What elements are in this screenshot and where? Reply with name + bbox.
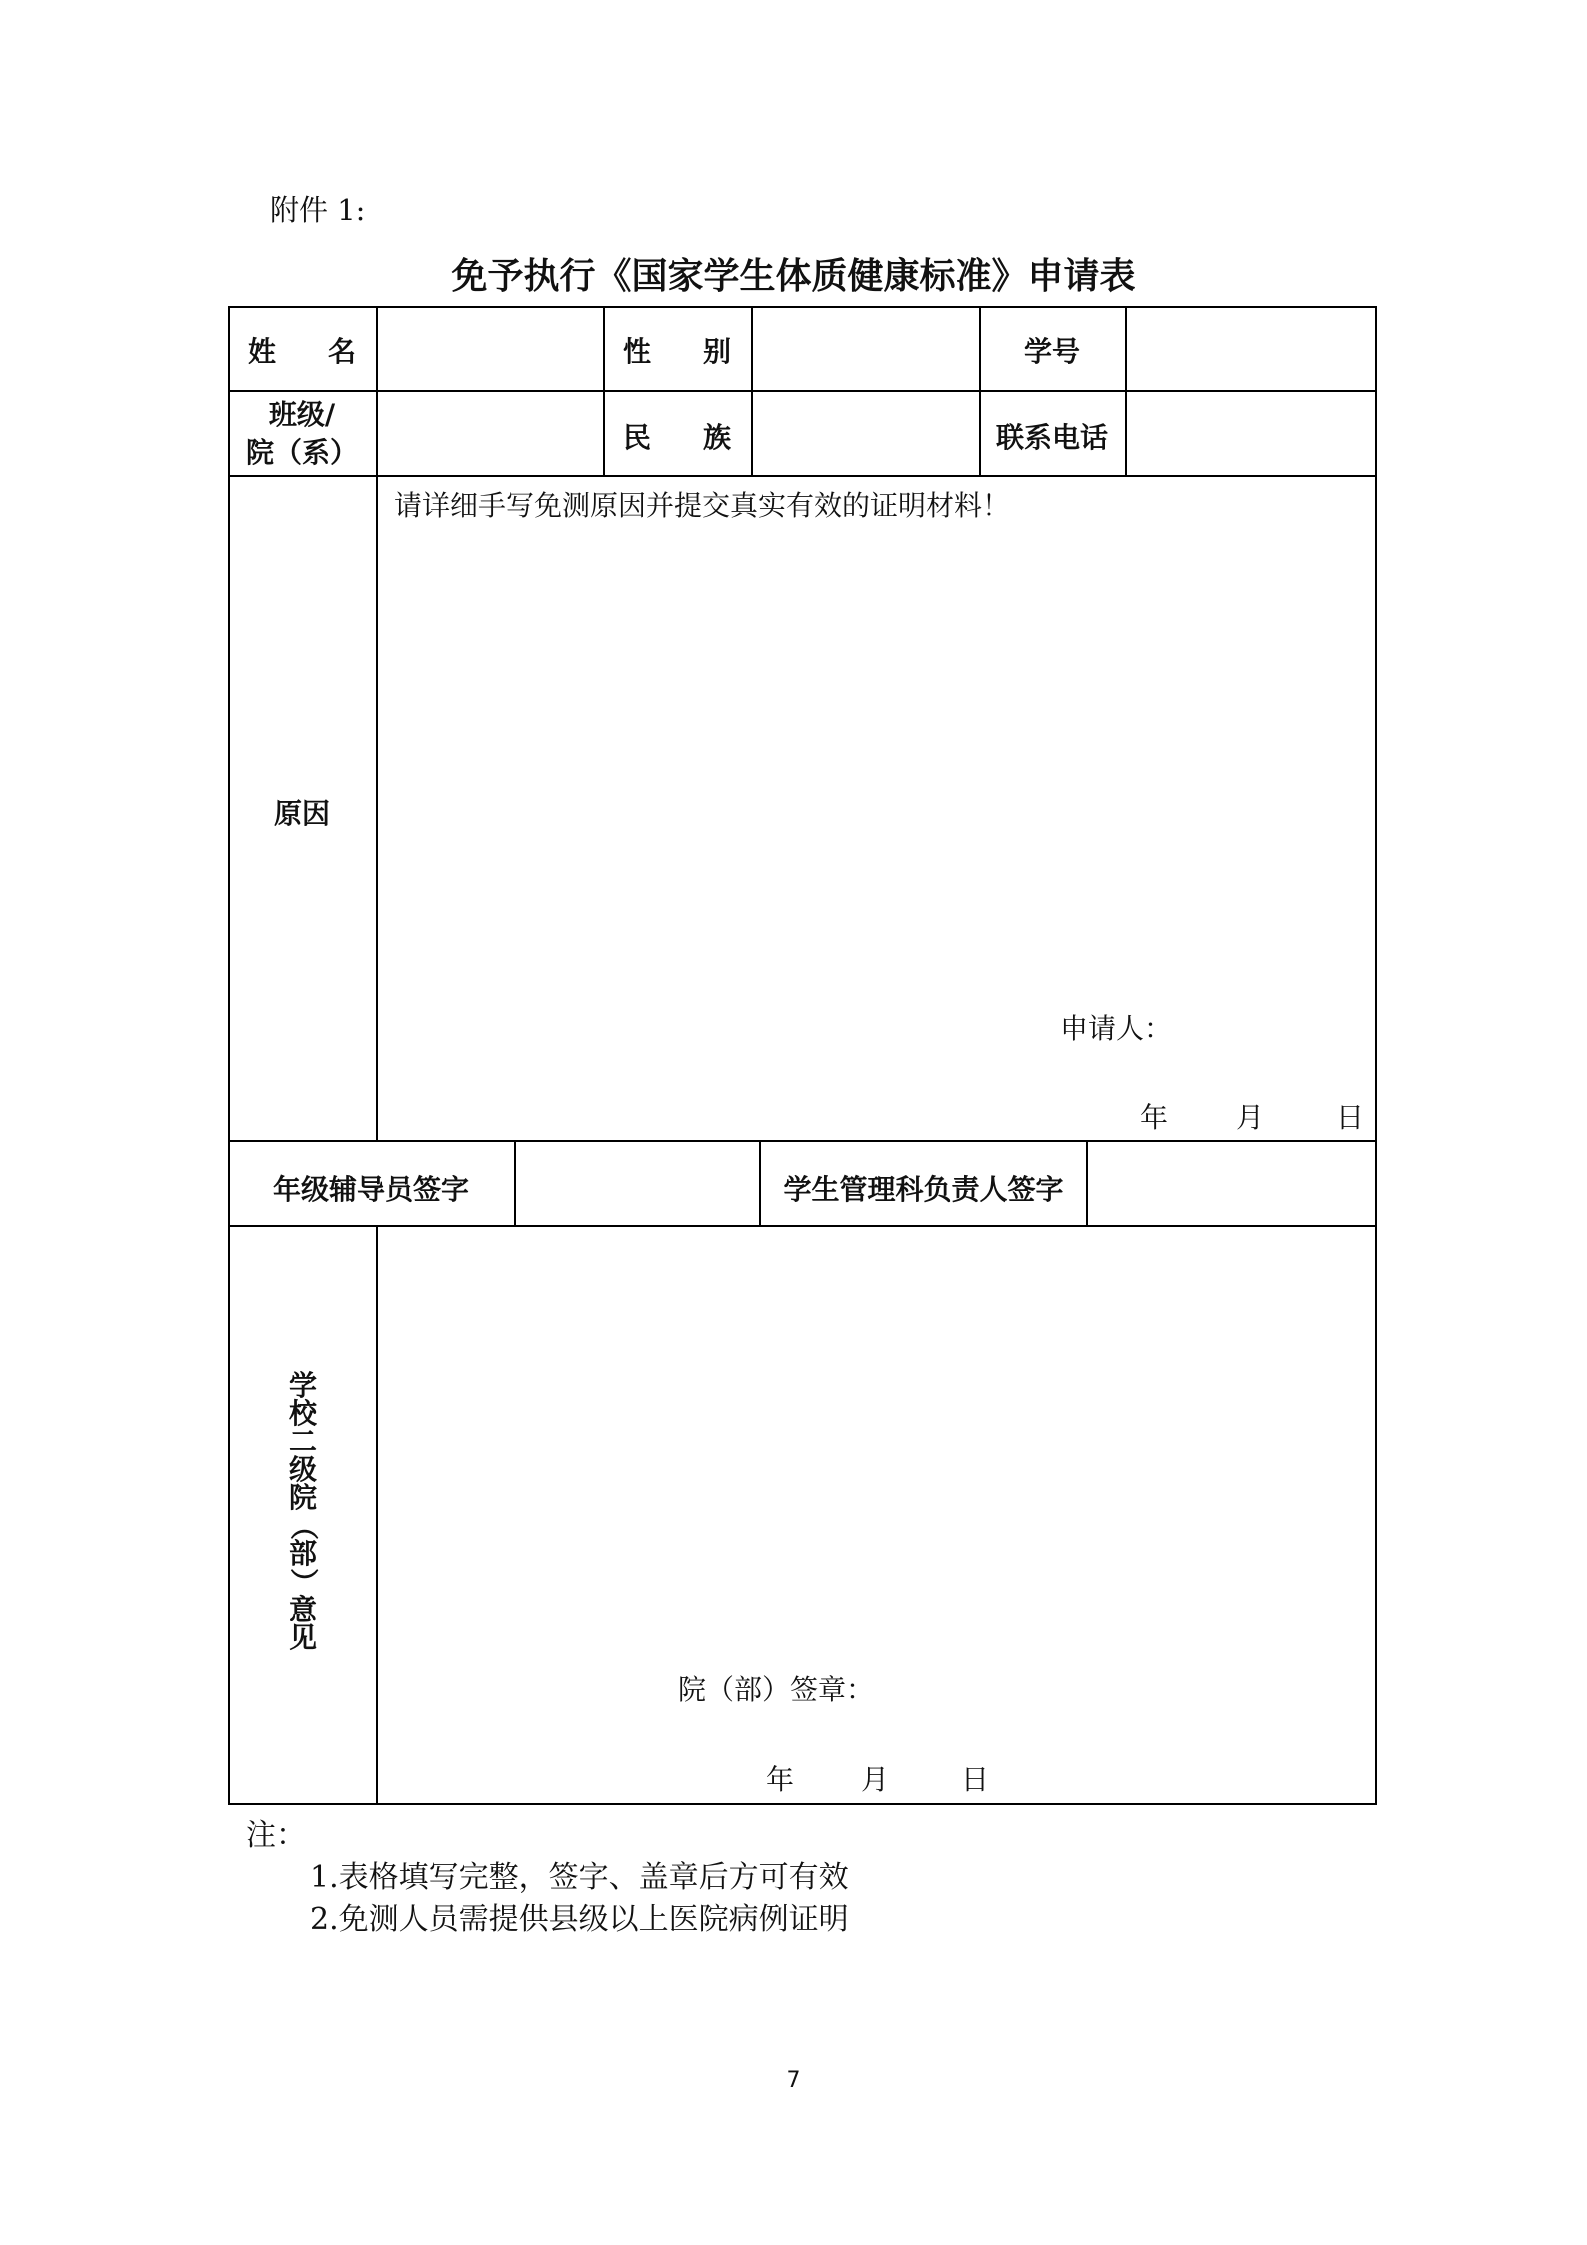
applicant-date-day: 日	[1336, 1101, 1365, 1134]
attachment-label: 附件 1:	[270, 193, 366, 227]
college-opinion-char: 校	[288, 1397, 317, 1430]
form-title: 免予执行《国家学生体质健康标准》申请表	[451, 255, 1136, 297]
college-opinion-char: 级	[288, 1453, 317, 1486]
ethnicity-label: 民 族	[623, 421, 731, 454]
name-label: 姓 名	[248, 335, 356, 368]
college-opinion-char: 部	[288, 1537, 317, 1570]
college-opinion-char: 院	[288, 1481, 317, 1514]
manager-signature-input[interactable]	[1088, 1142, 1375, 1225]
manager-signature-label: 学生管理科负责人签字	[783, 1173, 1064, 1206]
college-date-day: 日	[961, 1763, 990, 1796]
college-opinion-label	[272, 1369, 334, 1654]
phone-label: 联系电话	[995, 421, 1108, 454]
student-id-input[interactable]	[1127, 308, 1375, 390]
counselor-signature-input[interactable]	[516, 1142, 759, 1225]
class-label-line1: 班级/	[268, 398, 336, 431]
college-opinion-char: 学	[288, 1369, 317, 1402]
table-border-bottom	[228, 1803, 1377, 1805]
class-label	[228, 396, 376, 472]
table-border-right	[1375, 306, 1377, 1805]
college-seal-label: 院（部）签章：	[678, 1673, 875, 1706]
reason-text-area[interactable]	[378, 530, 1375, 1000]
table-col-line	[603, 306, 605, 477]
class-label-line2: 院（系）	[245, 436, 358, 469]
reason-instruction: 请详细手写免测原因并提交真实有效的证明材料！	[394, 489, 1011, 522]
page-number: 7	[786, 2068, 801, 2093]
college-opinion-text-area[interactable]	[378, 1227, 1375, 1667]
notes-heading: 注：	[246, 1818, 306, 1853]
applicant-label: 申请人：	[1060, 1012, 1173, 1045]
college-opinion-char: 见	[288, 1621, 317, 1654]
college-opinion-char: 意	[288, 1593, 317, 1626]
gender-input[interactable]	[753, 308, 979, 390]
name-input[interactable]	[378, 308, 603, 390]
gender-label: 性 别	[623, 335, 731, 368]
college-date-year: 年	[766, 1763, 795, 1796]
note-item: 1.表格填写完整，签字、盖章后方可有效	[310, 1860, 849, 1895]
college-date-month: 月	[861, 1763, 890, 1796]
college-opinion-char: ）	[286, 1567, 320, 1597]
applicant-date-year: 年	[1140, 1101, 1169, 1134]
reason-label: 原因	[273, 797, 330, 830]
applicant-date-month: 月	[1236, 1101, 1265, 1134]
student-id-label: 学号	[1023, 335, 1080, 368]
ethnicity-input[interactable]	[753, 392, 979, 475]
class-input[interactable]	[378, 392, 603, 475]
counselor-signature-label: 年级辅导员签字	[272, 1173, 469, 1206]
college-opinion-char: 二	[288, 1425, 317, 1458]
table-row-line	[228, 475, 1377, 477]
note-item: 2.免测人员需提供县级以上医院病例证明	[310, 1902, 849, 1937]
college-opinion-char: （	[286, 1511, 320, 1541]
table-border-left	[228, 306, 230, 1805]
phone-input[interactable]	[1127, 392, 1375, 475]
